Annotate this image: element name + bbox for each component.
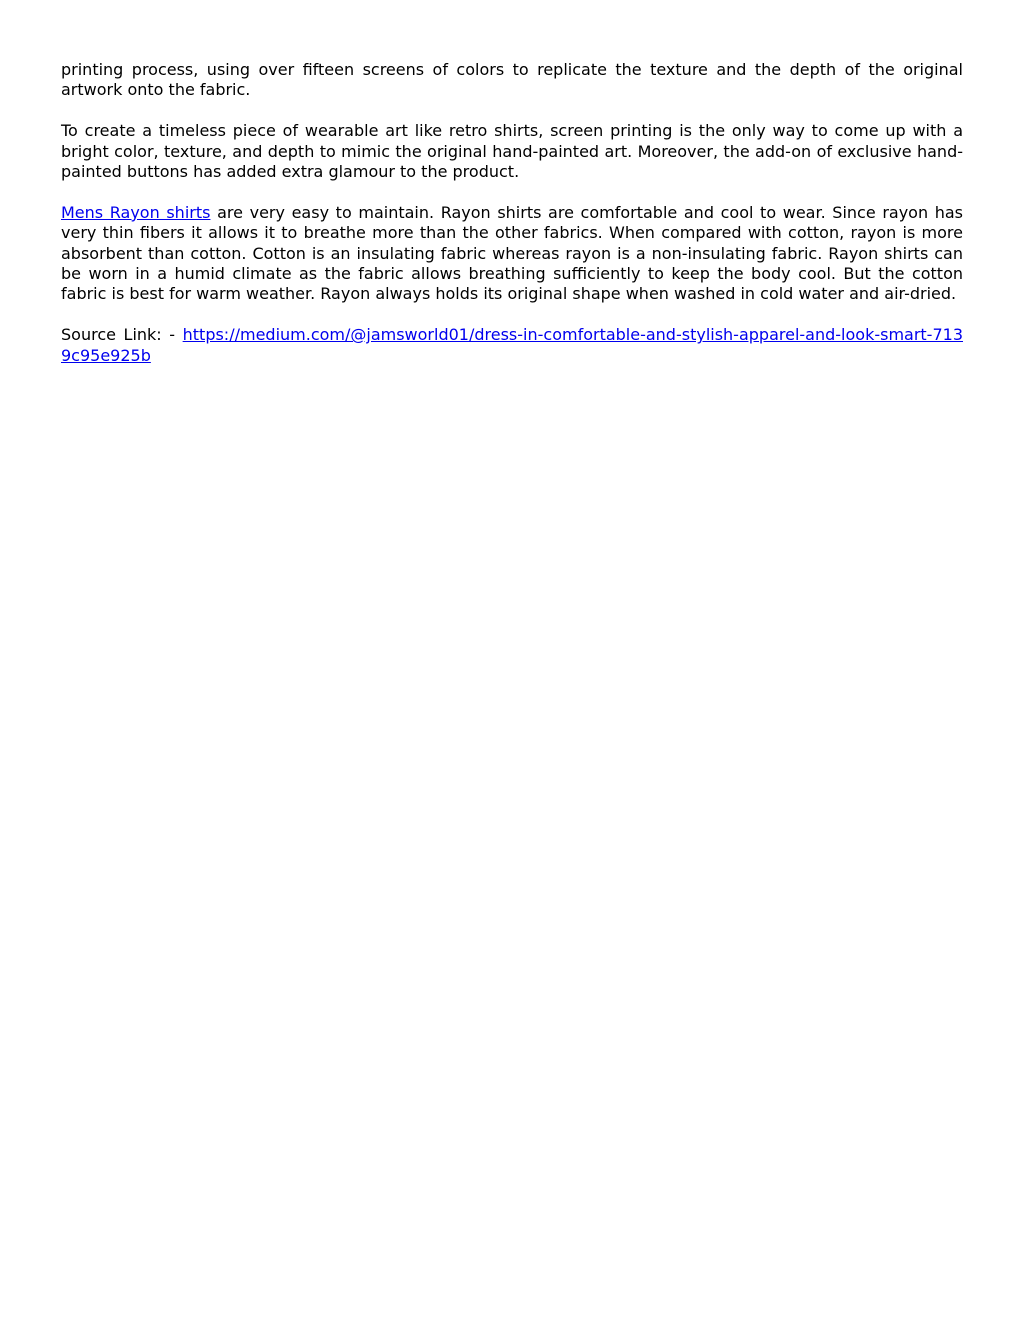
document-page: [61, 60, 963, 386]
source-label: Source Link: -: [61, 325, 183, 345]
source-url-link[interactable]: https://medium.com/@jamsworld01/dress-in-comfortable-and-stylish-apparel-and-look-smart-7139c95e925b: [61, 325, 963, 365]
paragraph-rayon-shirts: [61, 203, 963, 305]
paragraph-printing-process: printing process, using over fifteen screens of colors to replicate the texture and the depth of the original artwork onto the fabric.: [61, 60, 963, 100]
source-line: [61, 325, 963, 366]
paragraph-retro-shirts: To create a timeless piece of wearable art like retro shirts, screen printing is the only way to come up with a bright color, texture, and depth to mimic the original hand-painted art. Moreover, the add-on of exclusive hand-painted buttons has added extra glamour to the product.: [61, 121, 963, 182]
mens-rayon-shirts-link[interactable]: Mens Rayon shirts: [61, 202, 211, 222]
rayon-shirts-text: are very easy to maintain. Rayon shirts are comfortable and cool to wear. Since rayon has very thin fibers it allows it to breathe more than the other fabrics. When compared with cotton, rayon is more absorbent than cotton. Cotton is an insulating fabric whereas rayon is a non-insulating fabric. Rayon shirts can be worn in a humid climate as the fabric allows breathing sufficiently to keep the body cool. But the cotton fabric is best for warm weather. Rayon always holds its original shape when washed in cold water and air-dried.: [61, 202, 964, 304]
